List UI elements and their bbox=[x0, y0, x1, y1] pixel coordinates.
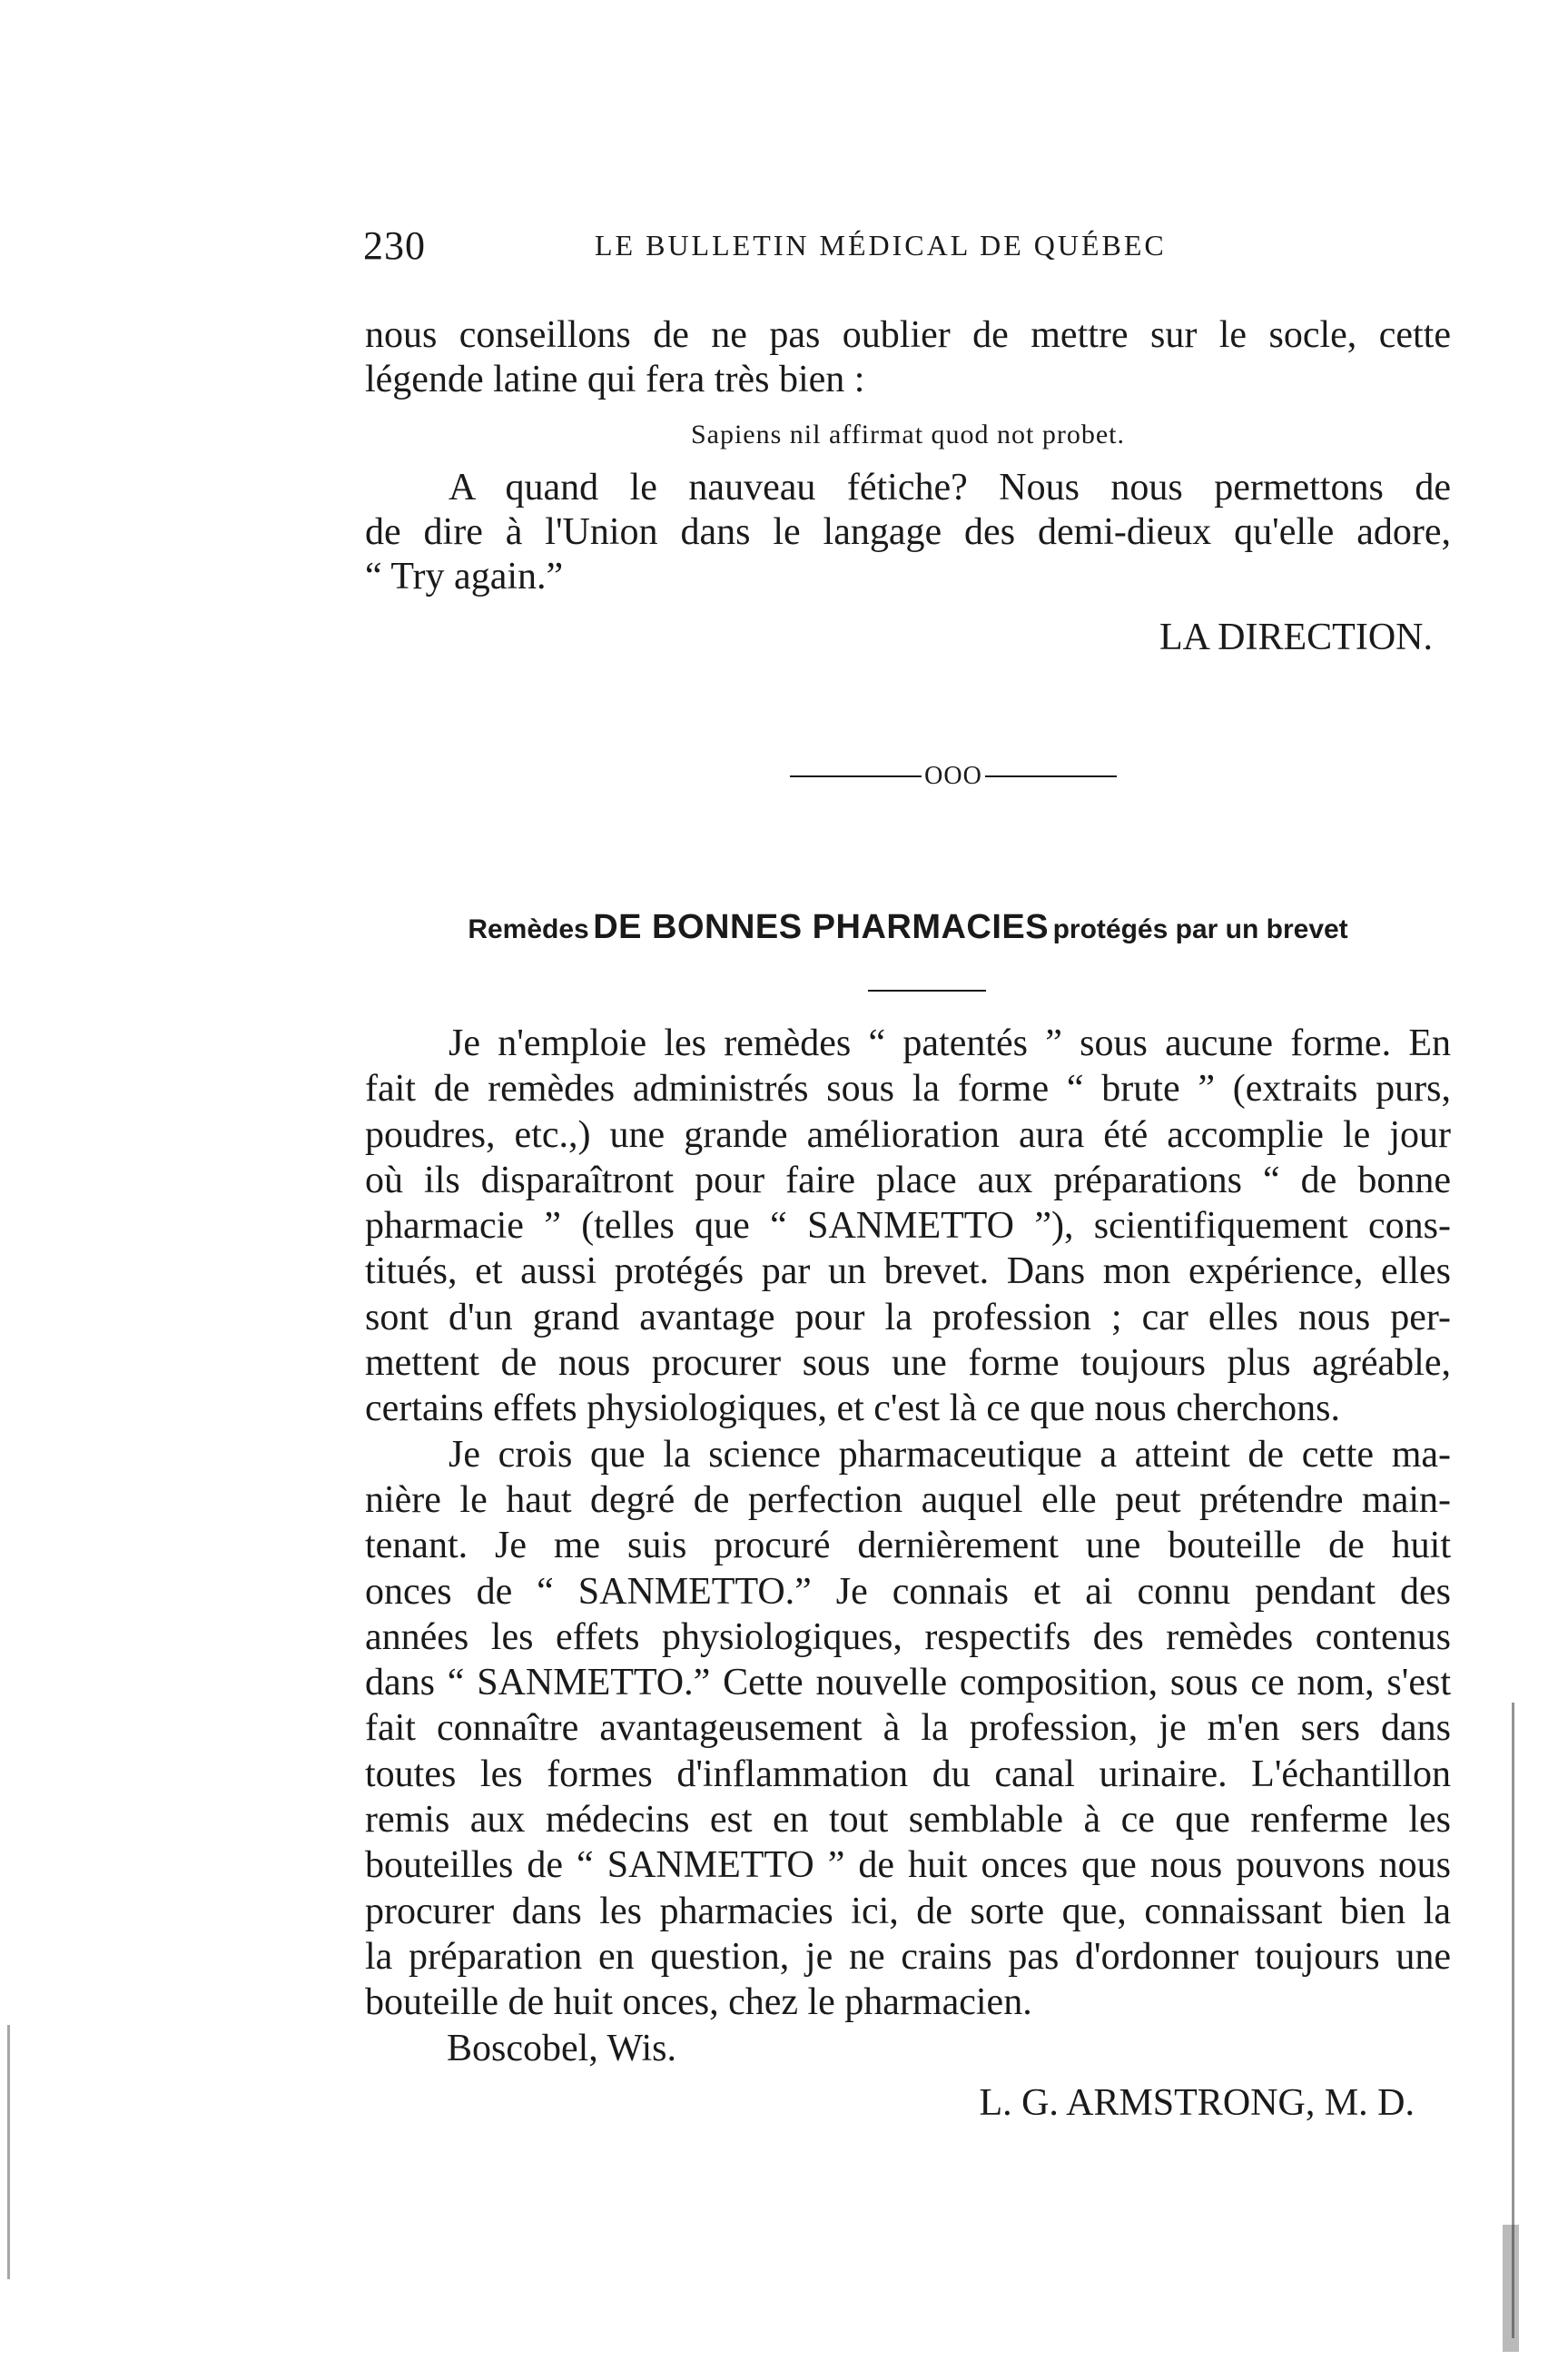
text-line: légende latine qui fera très bien : bbox=[365, 359, 865, 400]
text-line: toutes les formes d'inflammation du canal urinaire. L'échantillon bbox=[365, 1753, 1451, 1795]
text-line: titués, et aussi protégés par un brevet. Dans mon expérience, elles bbox=[365, 1250, 1451, 1293]
editorial-note bbox=[365, 313, 1451, 660]
scan-edge-smudge bbox=[1503, 2225, 1519, 2352]
article-body bbox=[365, 1021, 1451, 2126]
text-line: remis aux médecins est en tout semblable à ce que renferme les bbox=[365, 1799, 1451, 1842]
title-suffix: protégés par un brevet bbox=[1052, 914, 1348, 944]
text-line: années les effets physiologiques, respectifs des remèdes contenus bbox=[365, 1615, 1451, 1658]
separator-ornament: OOO bbox=[924, 762, 982, 790]
separator-rule-right bbox=[985, 775, 1117, 777]
editorial-intro bbox=[365, 313, 1451, 402]
text-line: mettent de nous procurer sous une forme toujours plus agréable, bbox=[365, 1342, 1451, 1385]
text-line: Je n'emploie les remèdes “ patentés ” sous aucune forme. En bbox=[449, 1022, 1451, 1064]
text-line: A quand le nauveau fétiche? Nous nous permettons de bbox=[449, 467, 1451, 509]
page-number: 230 bbox=[363, 223, 426, 268]
section-separator bbox=[790, 763, 1117, 790]
separator-rule-left bbox=[790, 775, 922, 777]
text-line: poudres, etc.,) une grande amélioration aura été accomplie le jour bbox=[365, 1113, 1451, 1156]
article-signature: L. G. ARMSTRONG, M. D. bbox=[979, 2081, 1415, 2124]
text-line: certains effets physiologiques, et c'est là ce que nous cherchons. bbox=[365, 1387, 1340, 1430]
text-line: sont d'un grand avantage pour la profession ; car elles nous per- bbox=[365, 1296, 1451, 1338]
text-line: Je crois que la science pharmaceutique a atteint de cette ma- bbox=[449, 1433, 1451, 1476]
text-line: “ Try again.” bbox=[365, 556, 564, 597]
text-line: de dire à l'Union dans le langage des demi-dieux qu'elle adore, bbox=[365, 511, 1451, 553]
text-line: procurer dans les pharmacies ici, de sorte que, connaissant bien la bbox=[365, 1890, 1451, 1932]
text-line: nière le haut degré de perfection auquel elle peut prétendre main- bbox=[365, 1478, 1451, 1521]
title-main: DE BONNES PHARMACIES bbox=[593, 908, 1050, 946]
text-line: nous conseillons de ne pas oublier de mettre sur le socle, cette bbox=[365, 314, 1451, 356]
text-line: bouteilles de “ SANMETTO ” de huit onces que nous pouvons nous bbox=[365, 1844, 1451, 1887]
editorial-closing bbox=[365, 466, 1451, 599]
article-place: Boscobel, Wis. bbox=[447, 2027, 677, 2069]
text-line: la préparation en question, je ne crains pas d'ordonner toujours une bbox=[365, 1935, 1451, 1978]
text-line: pharmacie ” (telles que “ SANMETTO ”), scientifiquement cons- bbox=[365, 1205, 1451, 1248]
running-head: LE BULLETIN MÉDICAL DE QUÉBEC bbox=[595, 229, 1167, 262]
title-underline-rule bbox=[868, 990, 986, 992]
editorial-signature: LA DIRECTION. bbox=[1159, 617, 1433, 658]
text-line: onces de “ SANMETTO.” Je connais et ai connu pendant des bbox=[365, 1570, 1451, 1613]
text-line: bouteille de huit onces, chez le pharmacien. bbox=[365, 1981, 1032, 2024]
text-line: fait connaître avantageusement à la profession, je m'en sers dans bbox=[365, 1707, 1451, 1750]
title-prefix: Remèdes bbox=[468, 914, 589, 944]
article-paragraph-2 bbox=[365, 1432, 1451, 2026]
text-line: dans “ SANMETTO.” Cette nouvelle composition, sous ce nom, s'est bbox=[365, 1662, 1451, 1704]
text-line: tenant. Je me suis procuré dernièrement une bouteille de huit bbox=[365, 1525, 1451, 1567]
latin-motto: Sapiens nil affirmat quod not probet. bbox=[690, 420, 1126, 449]
article-title bbox=[363, 908, 1453, 947]
scan-edge-left bbox=[7, 2025, 10, 2279]
text-line: fait de remèdes administrés sous la forme “ brute ” (extraits purs, bbox=[365, 1068, 1451, 1111]
article-paragraph-1 bbox=[365, 1021, 1451, 1432]
text-line: où ils disparaîtront pour faire place aux préparations “ de bonne bbox=[365, 1159, 1451, 1201]
